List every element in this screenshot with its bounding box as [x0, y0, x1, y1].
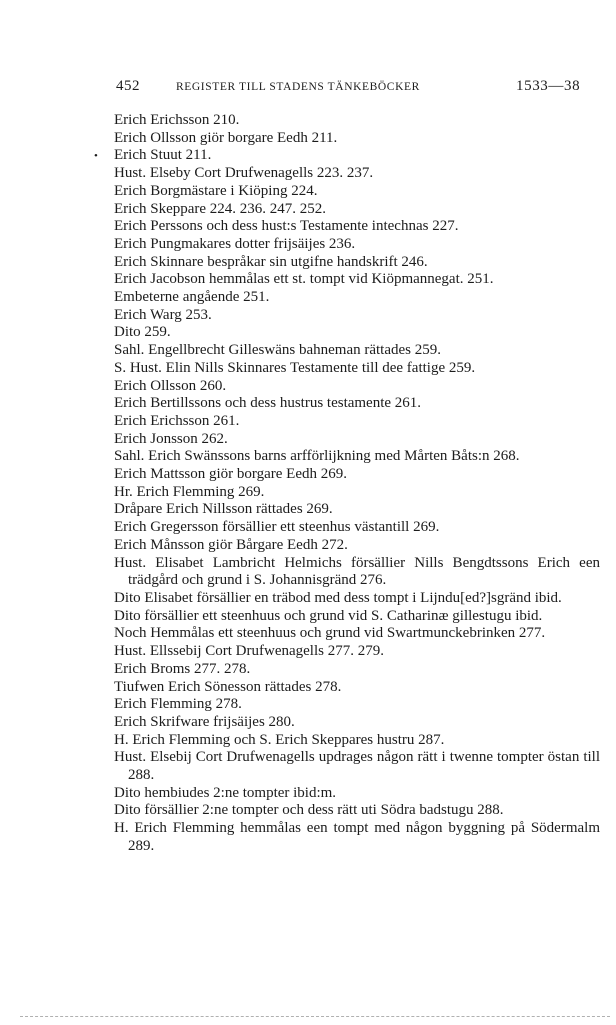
register-entry — [114, 732, 600, 750]
page-number: 452 — [116, 78, 140, 94]
register-entry — [114, 271, 600, 289]
entry-text: H. Erich Flemming hemmålas een tompt med någon byggning på Södermalm 289. — [114, 820, 600, 854]
register-entry — [114, 395, 600, 413]
entry-text: H. Erich Flemming och S. Erich Skeppares hustru 287. — [114, 731, 445, 748]
bottom-scan-edge — [20, 1016, 610, 1017]
entry-text: Dito försällier ett steenhuus och grund vid S. Catharinæ gillestugu ibid. — [114, 607, 543, 624]
register-entry — [114, 643, 600, 661]
entry-text: Erich Jacobson hemmålas ett st. tompt vid Kiöpmannegat. 251. — [114, 271, 494, 288]
entry-text: Dito försällier 2:ne tompter och dess rätt uti Södra badstugu 288. — [114, 802, 504, 819]
register-entry — [114, 590, 600, 608]
entry-text: Erich Warg 253. — [114, 306, 212, 323]
register-entry — [114, 785, 600, 803]
register-entry — [114, 431, 600, 449]
register-entry — [114, 608, 600, 626]
entry-text: Erich Perssons och dess hust:s Testamente intechnas 227. — [114, 218, 459, 235]
register-entries — [114, 112, 600, 856]
entry-text: Hust. Elsebij Cort Drufwenagells updrages någon rätt i twenne tompter östan till 288. — [114, 749, 600, 784]
register-entry — [114, 519, 600, 537]
entry-text: Dito 259. — [114, 324, 171, 341]
running-head — [116, 78, 596, 98]
register-entry — [114, 324, 600, 342]
entry-text: Erich Ollsson giör borgare Eedh 211. — [114, 129, 338, 146]
entry-text: Tiufwen Erich Sönesson rättades 278. — [114, 678, 342, 695]
register-entry — [114, 307, 600, 325]
register-entry — [114, 714, 600, 732]
register-entry — [114, 820, 600, 855]
register-entry — [114, 254, 600, 272]
entry-text: Erich Jonsson 262. — [114, 430, 228, 447]
header-years: 1533—38 — [516, 78, 581, 94]
register-entry — [114, 378, 600, 396]
entry-text: Erich Borgmästare i Kiöping 224. — [114, 182, 318, 199]
register-entry — [114, 165, 600, 183]
register-entry — [114, 413, 600, 431]
entry-text: Erich Skinnare bespråkar sin utgifne handskrift 246. — [114, 253, 428, 270]
entry-text: Embeterne angående 251. — [114, 289, 270, 306]
entry-text: Dito Elisabet försällier en träbod med dess tompt i Lijndu[ed?]sgränd ibid. — [114, 589, 562, 606]
entry-text: Dråpare Erich Nillsson rättades 269. — [114, 501, 333, 518]
entry-text: Erich Pungmakares dotter frijsäijes 236. — [114, 235, 356, 252]
entry-text: Erich Bertillssons och dess hustrus testamente 261. — [114, 395, 422, 412]
entry-text: Erich Ollsson 260. — [114, 377, 227, 394]
entry-text: Erich Erichsson 210. — [114, 112, 240, 128]
entry-text: Erich Erichsson 261. — [114, 412, 240, 429]
entry-text: Sahl. Engellbrecht Gilleswäns bahneman rättades 259. — [114, 342, 441, 359]
entry-text: S. Hust. Elin Nills Skinnares Testamente till dee fattige 259. — [114, 359, 476, 376]
register-entry — [114, 802, 600, 820]
header-title: REGISTER TILL STADENS TÄNKEBÖCKER — [176, 81, 420, 93]
entry-text: Erich Skrifware frijsäijes 280. — [114, 713, 295, 730]
entry-text: Erich Stuut 211. — [114, 147, 212, 164]
register-entry — [114, 360, 600, 378]
margin-mark: • — [94, 150, 98, 162]
register-entry — [114, 484, 600, 502]
register-entry — [114, 218, 600, 236]
register-entry — [114, 112, 600, 130]
register-entry — [114, 696, 600, 714]
entry-text: Hr. Erich Flemming 269. — [114, 483, 265, 500]
register-entry — [114, 289, 600, 307]
register-entry — [114, 201, 600, 219]
entry-text: Hust. Ellssebij Cort Drufwenagells 277. 279. — [114, 643, 384, 660]
register-entry — [114, 466, 600, 484]
entry-text: Erich Flemming 278. — [114, 696, 242, 713]
entry-text: Erich Gregersson försällier ett steenhus västantill 269. — [114, 519, 440, 536]
entry-text: Hust. Elisabet Lambricht Helmichs försällier Nills Bengdtssons Erich een trädgård och grund i S. Johannisgränd 276. — [114, 554, 600, 589]
register-entry — [114, 448, 600, 466]
entry-text: Erich Broms 277. 278. — [114, 660, 251, 677]
register-entry — [114, 236, 600, 254]
register-entry — [114, 342, 600, 360]
register-entry — [114, 679, 600, 697]
entry-text: Erich Mattsson giör borgare Eedh 269. — [114, 466, 348, 483]
register-entry — [114, 130, 600, 148]
register-entry — [114, 749, 600, 784]
register-entry — [114, 501, 600, 519]
register-entry — [114, 537, 600, 555]
register-entry — [114, 555, 600, 590]
register-entry — [114, 625, 600, 643]
register-entry — [114, 147, 600, 165]
entry-text: Sahl. Erich Swänssons barns arfförlijkning med Mårten Båts:n 268. — [114, 448, 520, 465]
entry-text: Noch Hemmålas ett steenhuus och grund vid Swartmunckebrinken 277. — [114, 625, 546, 642]
entry-text: Erich Skeppare 224. 236. 247. 252. — [114, 200, 327, 217]
entry-text: Erich Månsson giör Bårgare Eedh 272. — [114, 536, 348, 553]
register-entry — [114, 661, 600, 679]
entry-text: Hust. Elseby Cort Drufwenagells 223. 237. — [114, 165, 374, 182]
entry-text: Dito hembiudes 2:ne tompter ibid:m. — [114, 784, 337, 801]
register-entry — [114, 183, 600, 201]
